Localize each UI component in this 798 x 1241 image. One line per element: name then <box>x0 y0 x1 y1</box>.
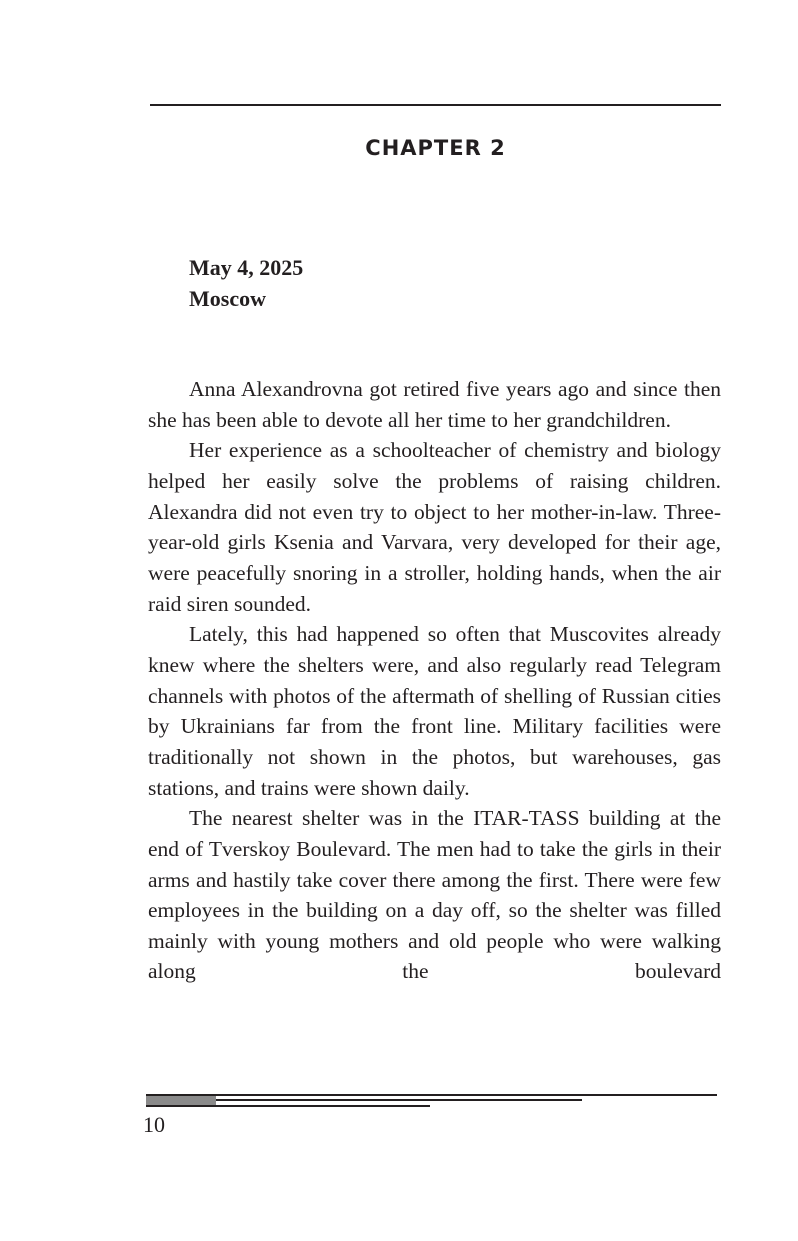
footer-rule <box>146 1094 717 1096</box>
footer-rule <box>146 1099 582 1101</box>
footer-rule-block <box>146 1096 216 1105</box>
paragraph: Her experience as a schoolteacher of chemistry and biology helped her easily solve the problems of raising children. Alexandra did not even try to object to her mother-in-law. Three-year-old girls Ksenia and Varvara, very developed for their age, were peacefully snoring in a stroller, holding hands, when the air raid siren sounded. <box>148 438 721 616</box>
paragraph: Lately, this had happened so often that Muscovites already knew where the shelters were, and also regularly read Telegram channels with photos of the aftermath of shelling of Russian cities by Ukrainians far from the front line. Military facilities were traditionally not shown in the photos, but warehouses, gas stations, and trains were shown daily. <box>148 622 721 800</box>
dateline-place: Moscow <box>189 285 266 311</box>
paragraph: The nearest shelter was in the ITAR-TASS building at the end of Tverskoy Boulevard. The men had to take the girls in their arms and hastily take cover there among the first. There were few employees in the building on a day off, so the shelter was filled mainly with young mothers and old people who were walking along the boulevard <box>148 806 721 984</box>
body-text <box>148 374 721 987</box>
page-number: 10 <box>143 1112 165 1137</box>
paragraph: Anna Alexandrovna got retired five years ago and since then she has been able to devote all her time to her grandchildren. <box>148 377 721 432</box>
footer-rule <box>146 1105 430 1107</box>
dateline-date: May 4, 2025 <box>189 255 304 280</box>
header-rule <box>150 104 721 106</box>
dateline <box>189 253 303 314</box>
chapter-title: CHAPTER 2 <box>365 136 506 160</box>
